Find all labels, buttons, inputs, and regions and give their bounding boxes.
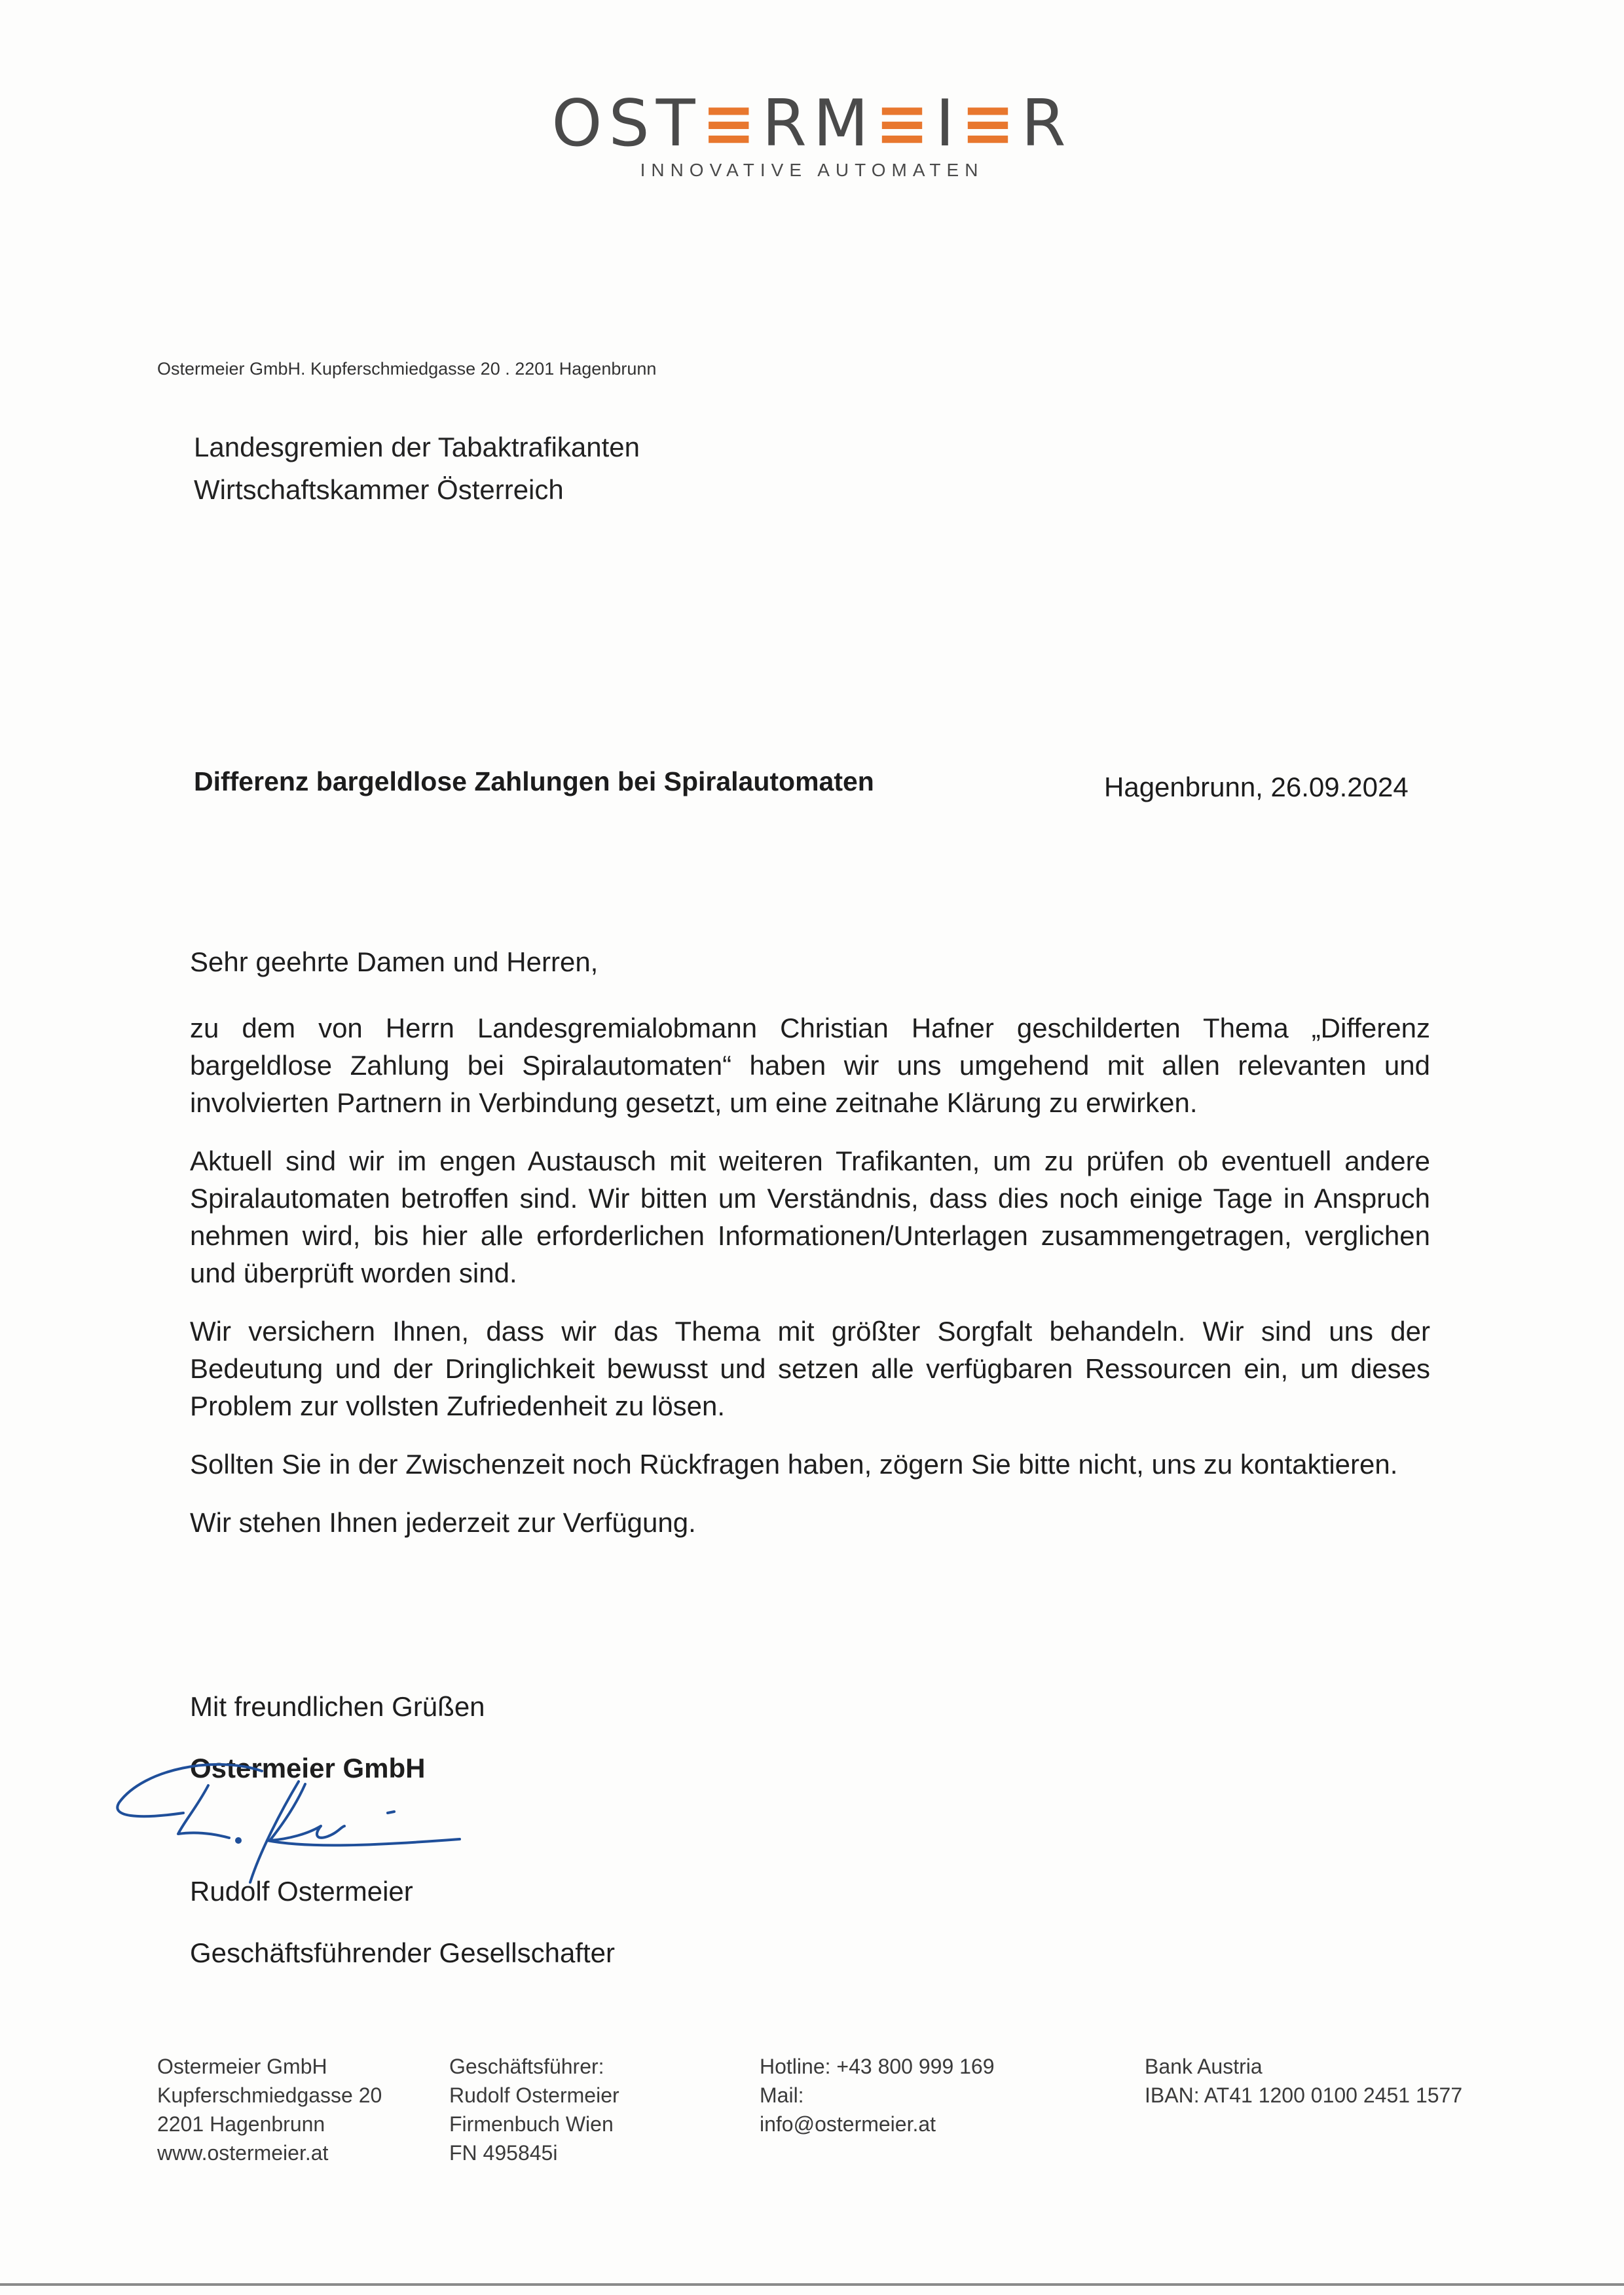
footer-line: Bank Austria bbox=[1145, 2055, 1263, 2078]
footer-line: Geschäftsführer: bbox=[449, 2055, 604, 2078]
body-paragraph-5: Wir stehen Ihnen jederzeit zur Verfügung. bbox=[190, 1507, 696, 1538]
letter-subject: Differenz bargeldlose Zahlungen bei Spiralautomaten bbox=[194, 766, 874, 796]
closing-phrase: Mit freundlichen Grüßen bbox=[190, 1691, 485, 1722]
footer-management bbox=[449, 2052, 619, 2167]
signer-name: Rudolf Ostermeier bbox=[190, 1876, 413, 1907]
logo-text-rm: RM bbox=[762, 86, 876, 161]
footer-line: Firmenbuch Wien bbox=[449, 2112, 614, 2136]
salutation: Sehr geehrte Damen und Herren, bbox=[190, 946, 599, 977]
logo-text-i: I bbox=[935, 86, 961, 161]
footer-contact bbox=[760, 2052, 995, 2138]
footer-iban: IBAN: AT41 1200 0100 2451 1577 bbox=[1145, 2083, 1463, 2107]
recipient-line-2: Wirtschaftskammer Österreich bbox=[194, 474, 564, 505]
logo-tagline: INNOVATIVE AUTOMATEN bbox=[640, 160, 984, 180]
sender-address-line: Ostermeier GmbH. Kupferschmiedgasse 20 . 2201 Hagenbrunn bbox=[157, 359, 657, 379]
footer-line: Ostermeier GmbH bbox=[157, 2055, 327, 2078]
recipient-address bbox=[194, 426, 640, 511]
footer-line: Rudolf Ostermeier bbox=[449, 2083, 619, 2107]
logo-e-mark-2: ≡ bbox=[875, 86, 936, 161]
logo-e-mark-1: ≡ bbox=[701, 86, 762, 161]
letter-date: Hagenbrunn, 26.09.2024 bbox=[1104, 772, 1409, 802]
body-paragraph-2: Aktuell sind wir im engen Austausch mit weiteren Trafikanten, um zu prüfen ob eventuell andere Spiralautomaten betroffen sind. Wir bitten um Verständnis, dass dies noch einige Tage in Anspruch nehmen wird, bis hier alle erforderlichen Informationen/Unterlagen zusammengetragen, verglichen und überprüft worden sind. bbox=[190, 1146, 1430, 1288]
handwritten-signature bbox=[98, 1742, 530, 1893]
company-logo bbox=[0, 86, 1624, 161]
logo-e-mark-3: ≡ bbox=[961, 86, 1022, 161]
recipient-line-1: Landesgremien der Tabaktrafikanten bbox=[194, 432, 640, 462]
footer-hotline[interactable]: Hotline: +43 800 999 169 bbox=[760, 2055, 995, 2078]
signing-company: Ostermeier GmbH bbox=[190, 1753, 426, 1783]
footer-line: FN 495845i bbox=[449, 2141, 558, 2165]
logo-text-ost: OST bbox=[551, 86, 702, 161]
letter-body bbox=[190, 943, 1430, 1562]
body-paragraph-4: Sollten Sie in der Zwischenzeit noch Rückfragen haben, zögern Sie bitte nicht, uns zu kontaktieren. bbox=[190, 1449, 1398, 1480]
footer-company-address bbox=[157, 2052, 382, 2167]
bottom-divider bbox=[0, 2283, 1624, 2286]
footer-email-link[interactable]: info@ostermeier.at bbox=[760, 2112, 936, 2136]
footer-line: 2201 Hagenbrunn bbox=[157, 2112, 325, 2136]
logo-text-r: R bbox=[1021, 86, 1073, 161]
footer-line: Mail: bbox=[760, 2083, 804, 2107]
footer-website-link[interactable]: www.ostermeier.at bbox=[157, 2141, 329, 2165]
body-paragraph-1: zu dem von Herrn Landesgremialobmann Christian Hafner geschilderten Thema „Differenz bargeldlose Zahlung bei Spiralautomaten“ haben wir uns umgehend mit allen relevanten und involvierten Partnern in Verbindung gesetzt, um eine zeitnahe Klärung zu erwirken. bbox=[190, 1013, 1430, 1118]
footer-line: Kupferschmiedgasse 20 bbox=[157, 2083, 382, 2107]
body-paragraph-3: Wir versichern Ihnen, dass wir das Thema mit größter Sorgfalt behandeln. Wir sind uns der Bedeutung und der Dringlichkeit bewusst und setzen alle verfügbaren Ressourcen ein, um dieses Problem zur vollsten Zufriedenheit zu lösen. bbox=[190, 1316, 1430, 1421]
signer-title: Geschäftsführender Gesellschafter bbox=[190, 1937, 615, 1968]
footer-bank bbox=[1145, 2052, 1462, 2110]
